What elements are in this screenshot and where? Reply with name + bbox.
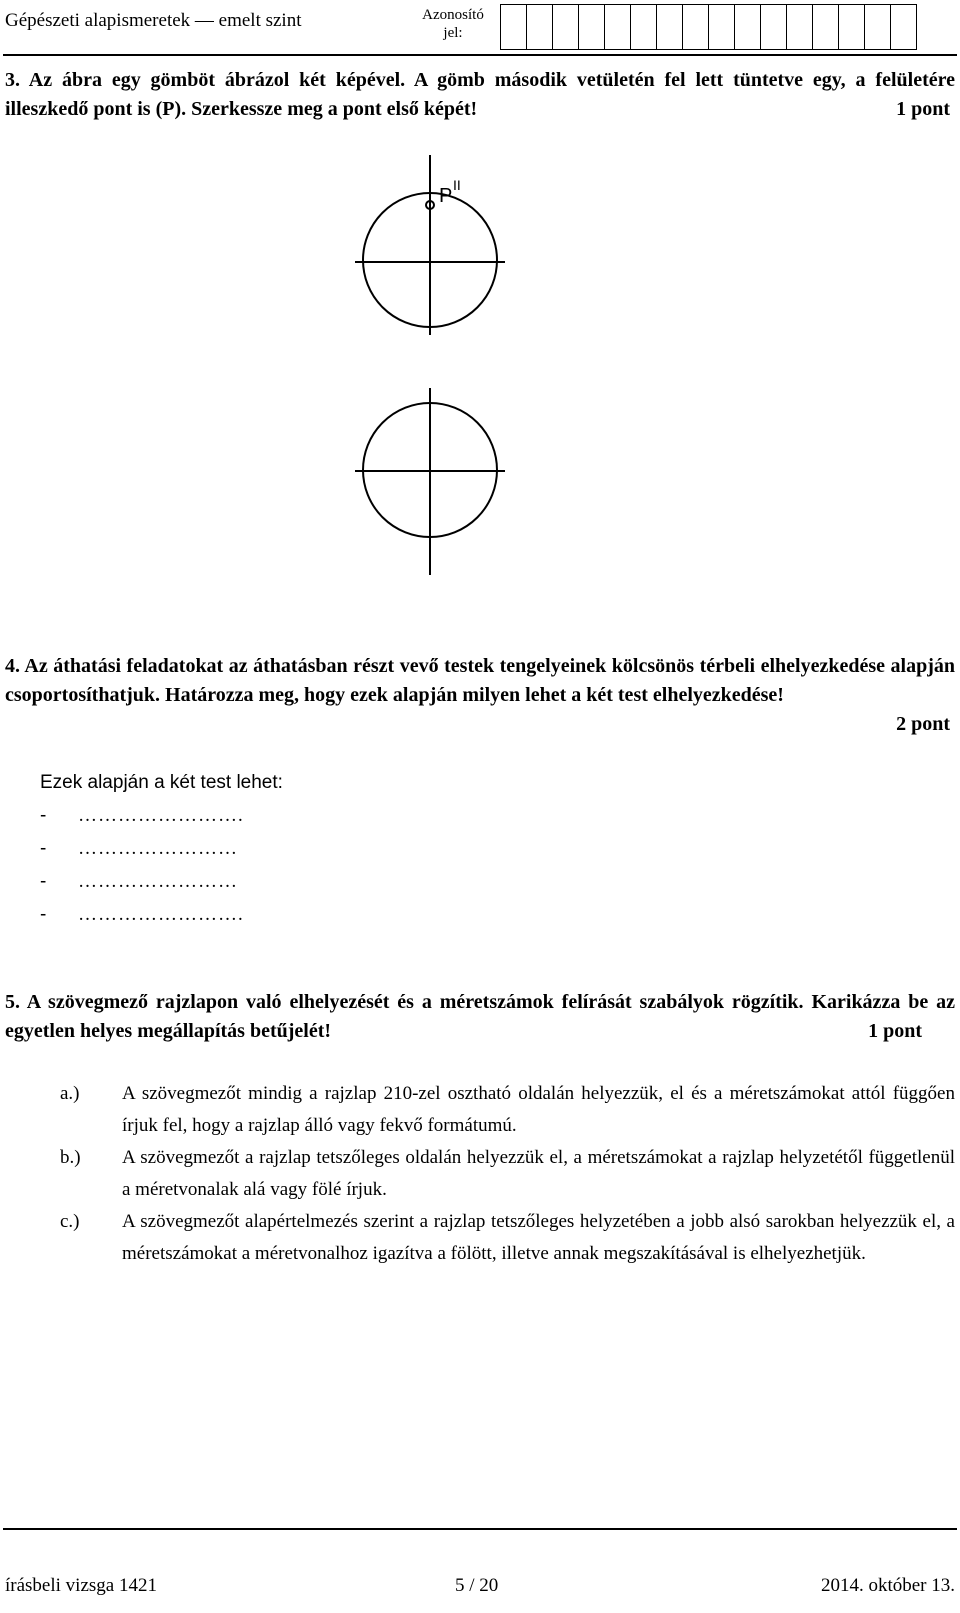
answer-blank[interactable] bbox=[40, 871, 238, 893]
option-label[interactable]: a.) bbox=[60, 1083, 80, 1104]
question-4-points: 2 pont bbox=[896, 713, 950, 735]
footer-date: 2014. október 13. bbox=[820, 1575, 955, 1596]
blank-dots: ……………………. bbox=[78, 904, 244, 925]
option-label[interactable]: c.) bbox=[60, 1211, 80, 1232]
blank-dots: ……………………. bbox=[78, 805, 244, 826]
point-p-superscript: II bbox=[453, 177, 461, 193]
blank-dash: - bbox=[40, 805, 47, 826]
question-5 bbox=[5, 988, 955, 1046]
id-box[interactable] bbox=[501, 4, 527, 50]
id-box[interactable] bbox=[891, 4, 917, 50]
id-box[interactable] bbox=[657, 4, 683, 50]
id-label-line1: Azonosító bbox=[422, 7, 484, 23]
sphere-projection-figure[interactable] bbox=[355, 150, 505, 580]
question-4 bbox=[5, 652, 955, 735]
blank-dots: …………………… bbox=[78, 871, 238, 892]
id-box[interactable] bbox=[839, 4, 865, 50]
question-3 bbox=[5, 66, 955, 124]
option-label[interactable]: b.) bbox=[60, 1147, 81, 1168]
header-title: Gépészeti alapismeretek — emelt szint bbox=[5, 10, 302, 31]
id-label-line2: jel: bbox=[443, 25, 463, 41]
id-box[interactable] bbox=[787, 4, 813, 50]
question-5-points: 1 pont bbox=[868, 1020, 922, 1042]
option-b[interactable] bbox=[60, 1142, 955, 1206]
header-divider bbox=[3, 54, 957, 56]
option-text: A szövegmezőt alapértelmezés szerint a rajzlap tetszőleges helyzetében a jobb alsó sarokban helyezzük el, a méretszámokat a méretvonalhoz igazítva a fölött, illetve annak megszakításával is elhelyezhetjük. bbox=[122, 1211, 955, 1264]
id-box[interactable] bbox=[761, 4, 787, 50]
footer-divider bbox=[3, 1528, 957, 1530]
id-label bbox=[418, 6, 488, 42]
id-box[interactable] bbox=[553, 4, 579, 50]
id-box[interactable] bbox=[631, 4, 657, 50]
answer-blank[interactable] bbox=[40, 838, 238, 860]
id-box[interactable] bbox=[735, 4, 761, 50]
blank-dash: - bbox=[40, 904, 47, 925]
blank-dots: …………………… bbox=[78, 838, 238, 859]
id-box[interactable] bbox=[579, 4, 605, 50]
question-4-text: 4. Az áthatási feladatokat az áthatásban részt vevő testek tengelyeinek kölcsönös térbeli elhelyezkedése alapján csoportosíthatjuk. Határozza meg, hogy ezek alapján milyen lehet a két test elhelyezkedése! bbox=[5, 655, 955, 706]
answer-intro: Ezek alapján a két test lehet: bbox=[40, 772, 283, 793]
blank-dash: - bbox=[40, 871, 47, 892]
question-3-points: 1 pont bbox=[896, 98, 950, 120]
option-text: A szövegmezőt mindig a rajzlap 210-zel osztható oldalán helyezzük, el és a méretszámokat attól függően írjuk fel, hogy a rajzlap álló vagy fekvő formátumú. bbox=[122, 1083, 955, 1136]
blank-dash: - bbox=[40, 838, 47, 859]
id-box[interactable] bbox=[683, 4, 709, 50]
footer-exam-code: írásbeli vizsga 1421 bbox=[5, 1575, 157, 1596]
id-boxes bbox=[500, 4, 917, 50]
id-box[interactable] bbox=[709, 4, 735, 50]
answer-blank[interactable] bbox=[40, 805, 244, 827]
option-text: A szövegmezőt a rajzlap tetszőleges oldalán helyezzük el, a méretszámokat a rajzlap helyzetétől függetlenül a méretvonalak alá vagy fölé írjuk. bbox=[122, 1147, 955, 1200]
id-box[interactable] bbox=[605, 4, 631, 50]
id-box[interactable] bbox=[813, 4, 839, 50]
point-p-label: P bbox=[439, 185, 453, 207]
option-a[interactable] bbox=[60, 1078, 955, 1142]
footer-page-number: 5 / 20 bbox=[455, 1575, 499, 1596]
option-c[interactable] bbox=[60, 1206, 955, 1270]
question-3-text: 3. Az ábra egy gömböt ábrázol két képével. A gömb második vetületén fel lett tüntetve egy, a felületére illeszkedő pont is (P). Szerkessze meg a pont első képét! bbox=[5, 69, 955, 120]
id-box[interactable] bbox=[527, 4, 553, 50]
id-box[interactable] bbox=[865, 4, 891, 50]
answer-blank[interactable] bbox=[40, 904, 244, 926]
question-5-text: 5. A szövegmező rajzlapon való elhelyezését és a méretszámok felírását szabályok rögzítik. Karikázza be az egyetlen helyes megállapítás betűjelét! bbox=[5, 991, 955, 1042]
